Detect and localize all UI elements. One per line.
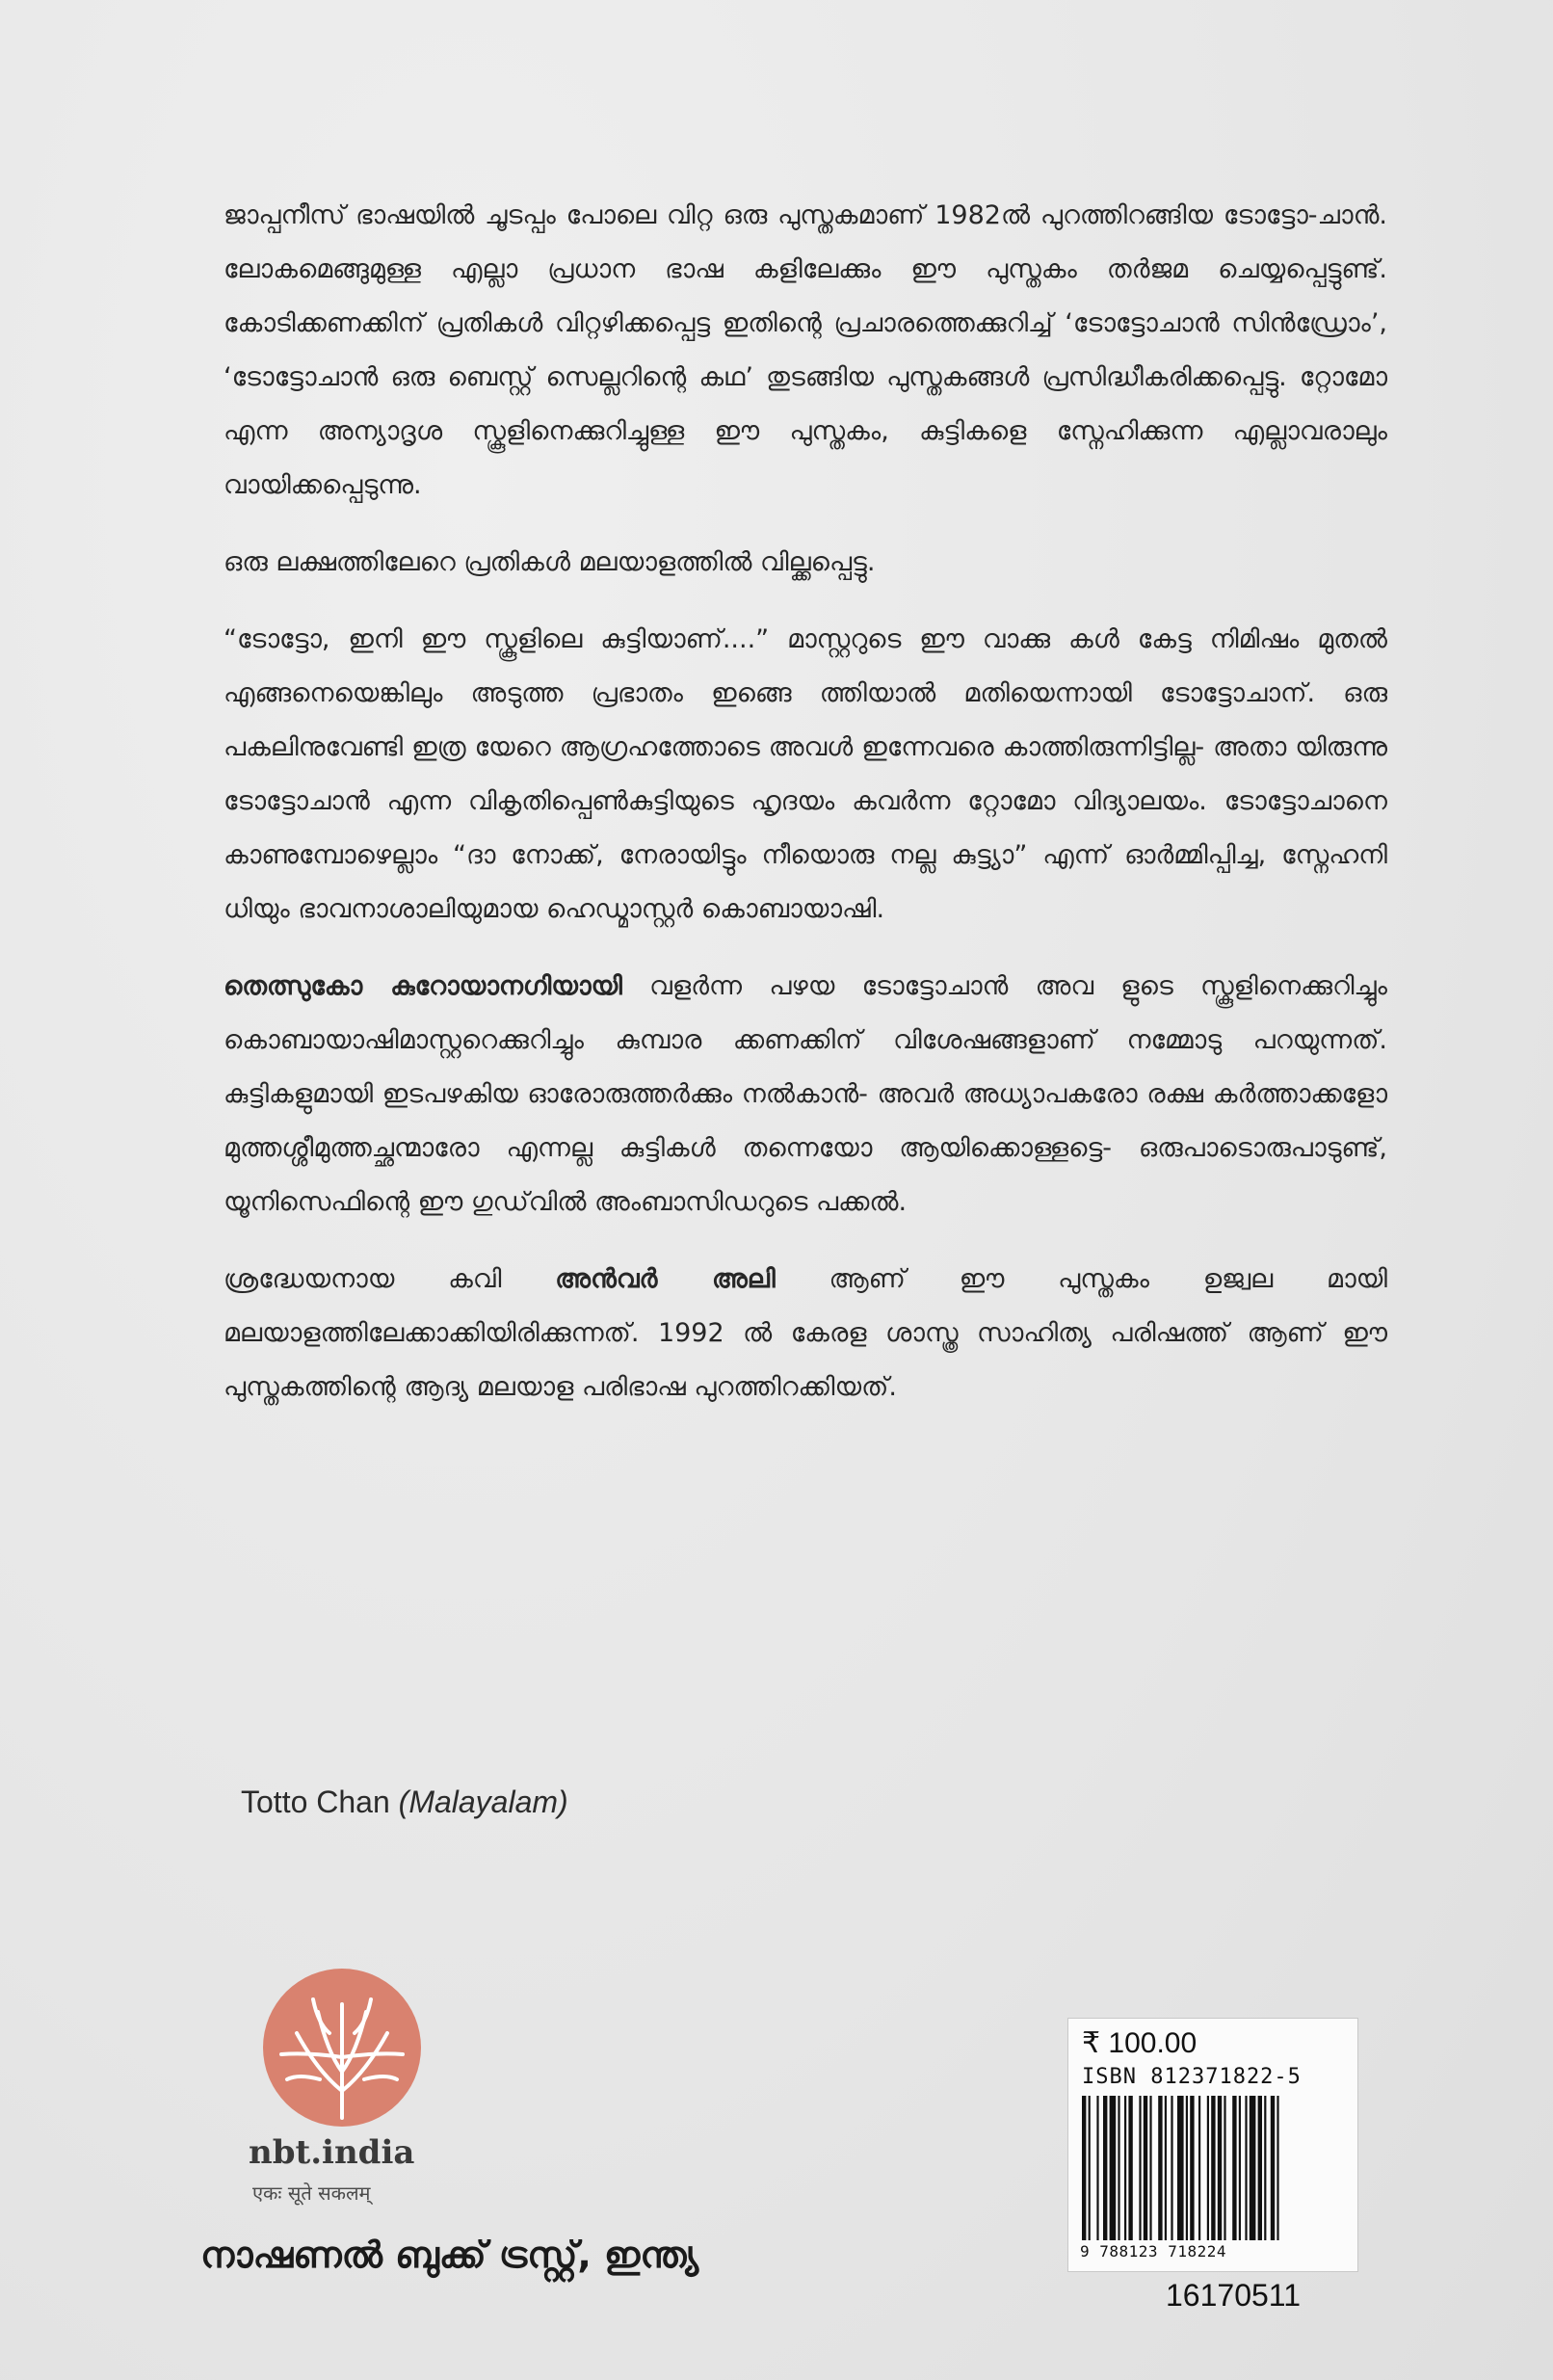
barcode-bars: [1080, 2096, 1346, 2240]
barcode-bar: [1124, 2096, 1126, 2240]
barcode-bar: [1190, 2096, 1194, 2240]
blurb-paragraph-2: ഒരു ലക്ഷത്തിലേറെ പ്രതികൾ മലയാളത്തിൽ വില്ക്കപ്പെട്ടു.: [224, 547, 876, 577]
barcode-bar: [1177, 2096, 1184, 2240]
isbn: ISBN 812371822-5: [1082, 2065, 1302, 2089]
ean-digits: 9 788123 718224: [1080, 2242, 1226, 2261]
barcode-bar: [1258, 2096, 1262, 2240]
barcode-bar: [1232, 2096, 1236, 2240]
blurb-paragraph-4-text: വളർന്ന പഴയ ടോട്ടോചാൻ അവ ളുടെ സ്കൂളിനെക്കുറിച്ചും കൊബായാഷിമാസ്റ്ററെക്കുറിച്ചും കുമ്പാര ക്കണക്കിന് വിശേഷങ്ങളാണ് നമ്മോടു പറയുന്നത്. കുട്ടികളുമായി ഇടപഴകിയ ഓരോരുത്തർക്കും നൽകാൻ- അവർ അധ്യാപകരോ രക്ഷ കർത്താക്കളോ മുത്തശ്ശീമുത്തച്ഛന്മാരോ എന്നല്ല കുട്ടികൾ തന്നെയോ ആയിക്കൊള്ളട്ടെ- ഒരുപാടൊരുപാടുണ്ട്, യൂനിസെഫിന്റെ ഈ ഗുഡ്‌വിൽ അംബാസിഡറുടെ പക്കൽ.: [224, 971, 1387, 1217]
barcode-bar: [1096, 2096, 1098, 2240]
barcode-bar: [1110, 2096, 1117, 2240]
nbt-tree-logo-icon: [260, 1966, 424, 2129]
barcode-label: [1067, 2018, 1358, 2272]
nbt-brand-text: nbt.india: [249, 2133, 415, 2172]
barcode-bar: [1165, 2096, 1167, 2240]
publisher-name: നാഷണൽ ബുക്ക് ട്രസ്റ്റ്, ഇന്ത്യ: [200, 2234, 699, 2276]
barcode-bar: [1224, 2096, 1225, 2240]
barcode-bar: [1245, 2096, 1247, 2240]
barcode-bar: [1171, 2096, 1172, 2240]
barcode-bar: [1082, 2096, 1086, 2240]
barcode-bar: [1198, 2096, 1200, 2240]
barcode-bar: [1139, 2096, 1141, 2240]
barcode-bar: [1277, 2096, 1278, 2240]
barcode-bar: [1239, 2096, 1241, 2240]
english-title: [241, 1785, 568, 1820]
barcode-bar: [1250, 2096, 1256, 2240]
barcode-bar: [1271, 2096, 1275, 2240]
blurb-paragraph-4: [224, 960, 1387, 1230]
barcode-bar: [1089, 2096, 1091, 2240]
barcode-bar: [1144, 2096, 1147, 2240]
barcode-bar: [1128, 2096, 1132, 2240]
translator-name: അൻവർ അലി: [555, 1264, 776, 1294]
blurb-text: [224, 189, 1387, 1438]
price: ₹ 100.00: [1082, 2027, 1198, 2059]
barcode-bar: [1118, 2096, 1119, 2240]
stock-code: 16170511: [1166, 2278, 1301, 2313]
barcode-bar: [1158, 2096, 1162, 2240]
blurb-paragraph-5-text: ആണ് ഈ പുസ്തകം ഉജ്വല മായി മലയാളത്തിലേക്കാക്കിയിരിക്കുന്നത്. 1992 ൽ കേരള ശാസ്ത്ര സാഹിത്യ പരിഷത്ത് ആണ് ഈ പുസ്തകത്തിന്റെ ആദ്യ മലയാള പരിഭാഷ പുറത്തിറക്കിയത്.: [224, 1264, 1387, 1402]
blurb-paragraph-5: [224, 1253, 1387, 1415]
title-en: Totto Chan: [241, 1785, 390, 1819]
blurb-paragraph-1: ജാപ്പനീസ് ഭാഷയിൽ ചൂടപ്പം പോലെ വിറ്റ ഒരു പുസ്തകമാണ് 1982ൽ പുറത്തിറങ്ങിയ ടോട്ടോ-ചാൻ. ലോകമെങ്ങുമുള്ള എല്ലാ പ്രധാന ഭാഷ കളിലേക്കും ഈ പുസ്തകം തർജമ ചെയ്യപ്പെട്ടുണ്ട്. കോടിക്കണക്കിന് പ്രതികൾ വിറ്റഴിക്കപ്പെട്ട ഇതിന്റെ പ്രചാരത്തെക്കുറിച്ച് ‘ടോട്ടോചാൻ സിൻഡ്രോം’, ‘ടോട്ടോചാൻ ഒരു ബെസ്റ്റ് സെല്ലറിന്റെ കഥ’ തുടങ്ങിയ പുസ്തകങ്ങൾ പ്രസിദ്ധീകരിക്കപ്പെട്ടു. റ്റോമോ എന്ന അന്യാദൃശ സ്കൂളിനെക്കുറിച്ചുള്ള ഈ പുസ്തകം, കുട്ടികളെ സ്നേഹിക്കുന്ന എല്ലാവരാലും വായിക്കപ്പെടുന്നു.: [224, 200, 1387, 500]
blurb-paragraph-3: “ടോട്ടോ, ഇനി ഈ സ്കൂളിലെ കുട്ടിയാണ്....” മാസ്റ്ററുടെ ഈ വാക്കു കൾ കേട്ട നിമിഷം മുതൽ എങ്ങനെയെങ്കിലും അടുത്ത പ്രഭാതം ഇങ്ങെ ത്തിയാൽ മതിയെന്നായി ടോട്ടോചാന്. ഒരു പകലിനുവേണ്ടി ഇത്ര യേറെ ആഗ്രഹത്തോടെ അവൾ ഇന്നേവരെ കാത്തിരുന്നിട്ടില്ല- അതാ യിരുന്നു ടോട്ടോചാൻ എന്ന വികൃതിപ്പെൺകുട്ടിയുടെ ഹൃദയം കവർന്ന റ്റോമോ വിദ്യാലയം. ടോട്ടോചാനെ കാണുമ്പോഴെല്ലാം “ദാ നോക്ക്, നേരായിട്ടും നീയൊരു നല്ല കുട്ട്യാ” എന്ന് ഓർമ്മിപ്പിച്ച, സ്നേഹനി ധിയും ഭാവനാശാലിയുമായ ഹെഡ്മാസ്റ്റർ കൊബായാഷി.: [224, 624, 1387, 924]
barcode-bar: [1211, 2096, 1215, 2240]
author-name: തെത്സുകോ കുറോയാനഗിയായി: [224, 971, 622, 1001]
barcode-bar: [1207, 2096, 1209, 2240]
barcode-bar: [1103, 2096, 1107, 2240]
barcode-bar: [1149, 2096, 1151, 2240]
blurb-paragraph-5-pre: ശ്രദ്ധേയനായ കവി: [224, 1264, 556, 1294]
barcode-bar: [1186, 2096, 1188, 2240]
nbt-tagline: एकः सूते सकलम्: [252, 2182, 371, 2205]
title-language: (Malayalam): [398, 1785, 568, 1819]
barcode-bar: [1218, 2096, 1222, 2240]
barcode-bar: [1264, 2096, 1266, 2240]
